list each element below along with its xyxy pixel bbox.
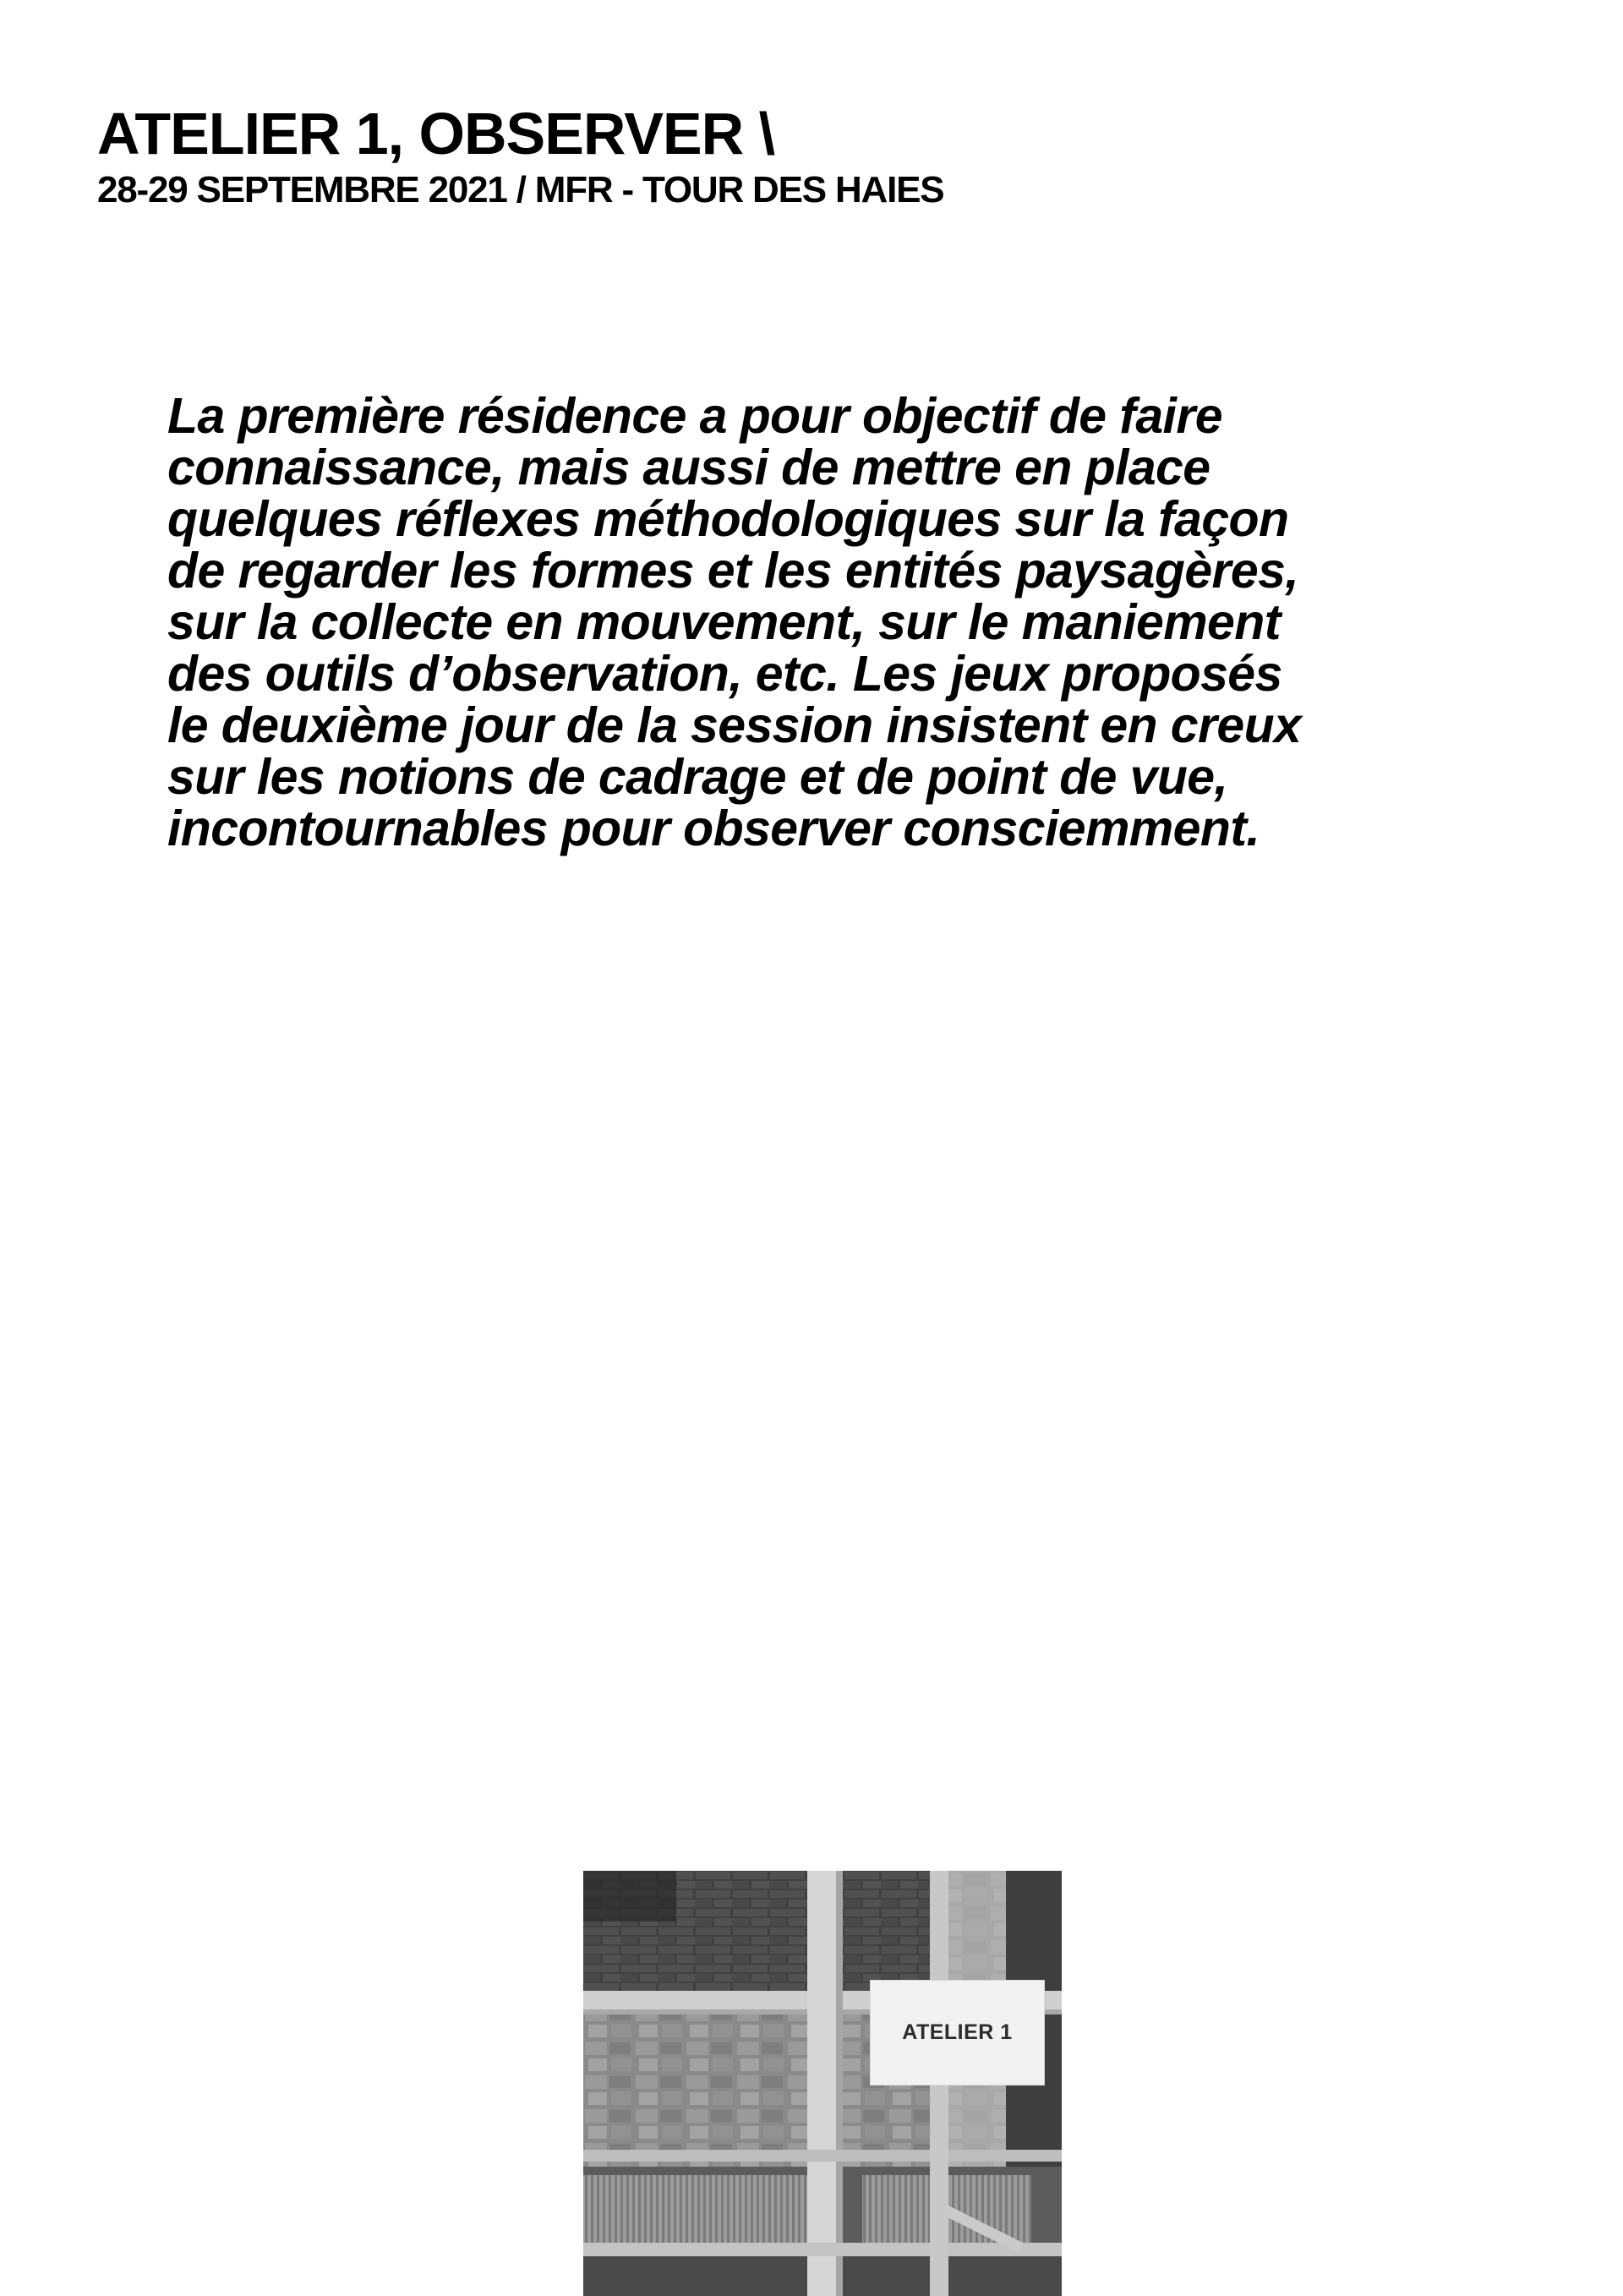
page-title: ATELIER 1, OBSERVER \ — [97, 101, 775, 167]
intro-line: quelques réflexes méthodologiques sur la façon — [167, 491, 1289, 547]
intro-line: connaissance, mais aussi de mettre en place — [167, 440, 1210, 495]
intro-line: de regarder les formes et les entités paysagères, — [167, 543, 1299, 599]
intro-paragraph — [167, 388, 1537, 856]
atelier-sign-text: ATELIER 1 — [902, 2020, 1013, 2044]
page-header — [97, 101, 1281, 211]
atelier-sign — [871, 1981, 1044, 2085]
intro-line: incontournables pour observer consciemment. — [167, 801, 1260, 856]
page-subtitle: 28-29 SEPTEMBRE 2021 / MFR - TOUR DES HAIES — [97, 169, 944, 210]
intro-line: le deuxième jour de la session insistent en creux — [167, 697, 1302, 753]
intro-line: sur les notions de cadrage et de point de vue, — [167, 749, 1228, 805]
intro-line: des outils d’observation, etc. Les jeux proposés — [167, 646, 1282, 702]
atelier-photo — [583, 1871, 1062, 2296]
intro-line: sur la collecte en mouvement, sur le maniement — [167, 594, 1281, 650]
intro-line: La première résidence a pour objectif de faire — [167, 388, 1222, 444]
